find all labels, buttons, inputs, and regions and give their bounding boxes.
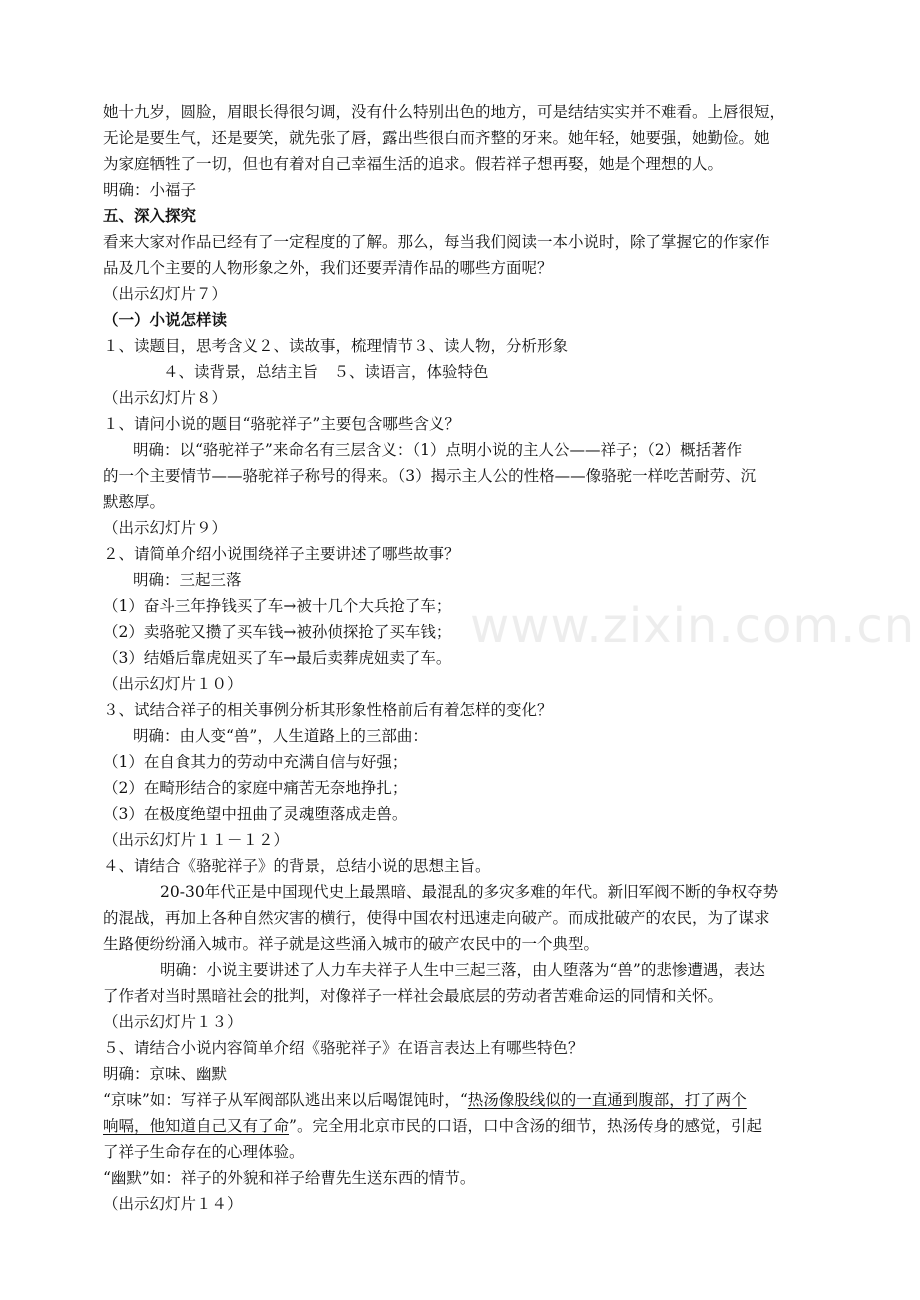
list-item: （3）在极度绝望中扭曲了灵魂堕落成走兽。 [103,805,408,823]
example-explanation: ”。完全用北京市民的口语，口中含汤的细节，热汤传身的感觉，引起 [289,1117,762,1135]
example-intro: “京味”如：写祥子从军阀部队逃出来以后喝馄饨时，“ [103,1091,468,1109]
question-line: ３、试结合祥子的相关事例分析其形象性格前后有着怎样的变化？ [103,701,553,719]
paragraph-line: 了作者对当时黑暗社会的批判，对像祥子一样社会最底层的劳动者苦难命运的同情和关怀。 [103,987,724,1005]
list-line: １、读题目，思考含义２、读故事，梳理情节３、读人物，分析形象 [103,337,569,355]
answer-line: 明确：以“骆驼祥子”来命名有三层含义：（1）点明小说的主人公——祥子；（2）概括著作 [133,441,743,459]
list-item: （2）卖骆驼又攒了买车钱→被孙侦探抢了买车钱； [103,623,452,641]
paragraph-line [103,1114,762,1138]
answer-line: 明确：小说主要讲述了人力车夫祥子人生中三起三落，由人堕落为“兽”的悲惨遭遇，表达 [160,961,765,979]
slide-note: （出示幻灯片１４） [103,1195,243,1213]
paragraph-line: “幽默”如：祥子的外貌和祥子给曹先生送东西的情节。 [103,1169,476,1187]
list-item: （2）在畸形结合的家庭中痛苦无奈地挣扎； [103,779,408,797]
question-line: ５、请结合小说内容简单介绍《骆驼祥子》在语言表达上有哪些特色？ [103,1039,584,1057]
paragraph-line [103,1088,747,1112]
paragraph-line: 的混战，再加上各种自然灾害的横行，使得中国农村迅速走向破产。而成批破产的农民，为了谋求 [103,909,770,927]
answer-line: 明确：三起三落 [133,571,242,589]
paragraph-line: 了祥子生命存在的心理体验。 [103,1143,305,1161]
slide-note: （出示幻灯片１３） [103,1013,243,1031]
slide-note: （出示幻灯片１１－１２） [103,831,290,849]
answer-line: 明确：京味、幽默 [103,1065,228,1083]
question-line: ４、请结合《骆驼祥子》的背景，总结小说的思想主旨。 [103,857,491,875]
subsection-heading: （一）小说怎样读 [103,310,228,329]
paragraph-line: 她十九岁，圆脸，眉眼长得很匀调，没有什么特别出色的地方，可是结结实实并不难看。上唇很短， [103,103,786,121]
paragraph-line: 生路便纷纷涌入城市。祥子就是这些涌入城市的破产农民中的一个典型。 [103,935,600,953]
list-item: （1）奋斗三年挣钱买了车→被十几个大兵抢了车； [103,597,452,615]
paragraph-line: 20-30年代正是中国现代史上最黑暗、最混乱的多灾多难的年代。新旧军阀不断的争权夺势 [160,883,779,901]
answer-line: 明确：小福子 [103,181,197,199]
slide-note: （出示幻灯片９） [103,519,228,537]
underlined-quote: 热汤像股线似的一直通到腹部，打了两个 [467,1091,747,1109]
paragraph-line: 默憨厚。 [103,493,166,511]
slide-note: （出示幻灯片８） [103,389,228,407]
answer-line: 明确：由人变“兽”，人生道路上的三部曲： [133,727,428,745]
paragraph-line: 看来大家对作品已经有了一定程度的了解。那么，每当我们阅读一本小说时，除了掌握它的作家作 [103,233,770,251]
slide-note: （出示幻灯片７） [103,285,228,303]
list-item: （1）在自食其力的劳动中充满自信与好强； [103,753,408,771]
paragraph-line: 为家庭牺牲了一切，但也有着对自己幸福生活的追求。假若祥子想再娶，她是个理想的人。 [103,155,724,173]
list-item: （3）结婚后靠虎妞买了车→最后卖葬虎妞卖了车。 [103,649,452,667]
section-heading: 五、深入探究 [103,206,197,225]
paragraph-line: 品及几个主要的人物形象之外，我们还要弄清作品的哪些方面呢？ [103,259,553,277]
underlined-quote: 响嗝，他知道自己又有了命 [103,1117,290,1135]
paragraph-line: 的一个主要情节——骆驼祥子称号的得来。（3）揭示主人公的性格——像骆驼一样吃苦耐劳、沉 [103,467,757,485]
list-line: ４、读背景，总结主旨 ５、读语言，体验特色 [163,363,489,381]
paragraph-line: 无论是要生气，还是要笑，就先张了唇，露出些很白而齐整的牙来。她年轻，她要强，她勤俭。她 [103,129,770,147]
question-line: １、请问小说的题目“骆驼祥子”主要包含哪些含义？ [103,415,460,433]
watermark: www.zixin.com.cn [470,598,916,654]
question-line: ２、请简单介绍小说围绕祥子主要讲述了哪些故事？ [103,545,460,563]
slide-note: （出示幻灯片１０） [103,675,243,693]
